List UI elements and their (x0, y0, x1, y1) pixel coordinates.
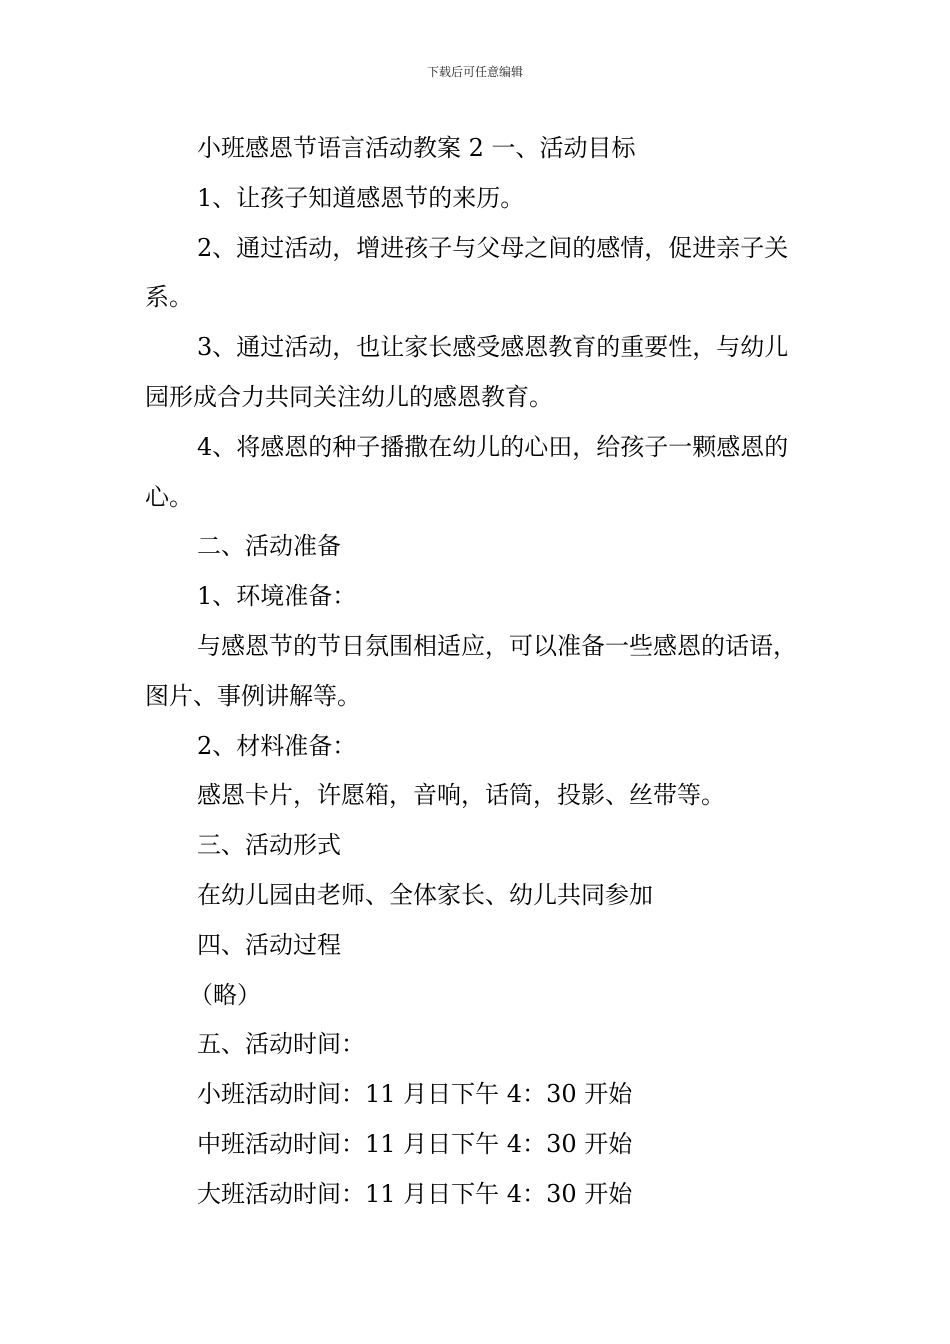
section-heading-format: 三、活动形式 (197, 831, 341, 860)
paragraph-goal-3: 3、通过活动，也让家长感受感恩教育的重要性，与幼儿园形成合力共同关注幼儿的感恩教育。 (145, 333, 789, 411)
paragraph-materials-heading: 2、材料准备： (197, 731, 357, 760)
page-header: 下载后可任意编辑 (426, 65, 523, 79)
paragraph-environment-text: 与感恩节的节日氛围相适应，可以准备一些感恩的话语，图片、事例讲解等。 (145, 631, 797, 710)
section-heading-process: 四、活动过程 (197, 930, 341, 959)
document-body (145, 124, 810, 1220)
document-title: 小班感恩节语言活动教案 2 一、活动目标 (197, 134, 636, 162)
paragraph-time-middle-class: 中班活动时间：11 月日下午 4：30 开始 (197, 1129, 633, 1158)
section-heading-time: 五、活动时间： (197, 1030, 365, 1059)
paragraph-time-big-class: 大班活动时间：11 月日下午 4：30 开始 (197, 1179, 633, 1208)
section-heading-preparation: 二、活动准备 (197, 532, 341, 561)
paragraph-time-small-class: 小班活动时间：11 月日下午 4：30 开始 (197, 1080, 633, 1109)
paragraph-goal-1: 1、让孩子知道感恩节的来历。 (197, 183, 525, 212)
paragraph-process-text: （略） (189, 980, 261, 1009)
paragraph-environment-heading: 1、环境准备： (197, 582, 357, 611)
paragraph-materials-text: 感恩卡片，许愿箱，音响，话筒，投影、丝带等。 (197, 781, 725, 810)
paragraph-goal-4: 4、将感恩的种子播撒在幼儿的心田，给孩子一颗感恩的心。 (145, 432, 789, 511)
paragraph-format-text: 在幼儿园由老师、全体家长、幼儿共同参加 (197, 880, 653, 909)
paragraph-goal-2: 2、通过活动，增进孩子与父母之间的感情，促进亲子关系。 (145, 233, 789, 312)
